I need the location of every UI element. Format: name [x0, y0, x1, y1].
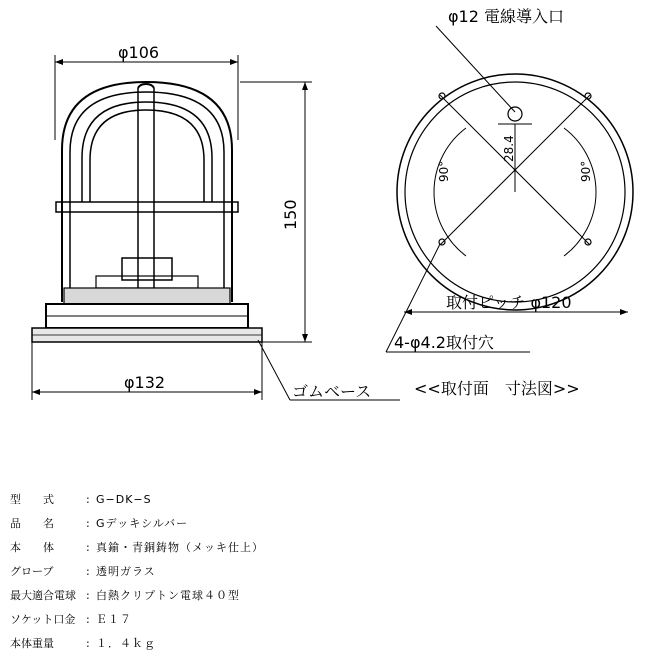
inlet-offset: 28.4 — [502, 135, 516, 162]
mount-view — [386, 7, 633, 398]
drawing-caption: <<取付面 寸法図>> — [414, 379, 580, 398]
spec-value: 透明ガラス — [96, 565, 156, 578]
spec-label: グローブ — [10, 565, 54, 578]
holes-label: 4-φ4.2取付穴 — [394, 333, 494, 352]
dim-base-diameter: φ132 — [124, 373, 166, 392]
spec-label: 本 体 — [10, 541, 54, 554]
spec-value: 真鍮・青銅鋳物（メッキ仕上） — [96, 541, 264, 554]
spec-colon: : — [86, 517, 90, 530]
spec-value: G−DK−S — [96, 493, 152, 506]
side-view — [32, 43, 400, 401]
spec-colon: : — [86, 493, 90, 506]
spec-value: １．４ｋｇ — [96, 637, 156, 650]
angle-right: 90° — [579, 160, 593, 182]
spec-label: 品 名 — [10, 517, 54, 530]
spec-colon: : — [86, 613, 90, 626]
spec-label: ソケット口金 — [10, 613, 76, 626]
spec-label: 型 式 — [10, 493, 54, 506]
pitch-label: 取付ピッチ φ120 — [446, 293, 572, 312]
angle-left: 90° — [437, 160, 451, 182]
rubber-base-label: ゴムベース — [292, 382, 372, 401]
spec-colon: : — [86, 589, 90, 602]
spec-colon: : — [86, 637, 90, 650]
spec-value: 白熱クリプトン電球４０型 — [96, 589, 240, 602]
dim-top-diameter: φ106 — [118, 43, 160, 62]
spec-colon: : — [86, 541, 90, 554]
dim-height: 150 — [281, 199, 300, 230]
spec-colon: : — [86, 565, 90, 578]
cable-inlet-label: φ12 電線導入口 — [448, 7, 565, 26]
spec-value: Gデッキシルバー — [96, 517, 189, 530]
spec-value: Ｅ１７ — [96, 613, 132, 626]
spec-label: 最大適合電球 — [10, 589, 76, 602]
spec-label: 本体重量 — [10, 637, 54, 650]
